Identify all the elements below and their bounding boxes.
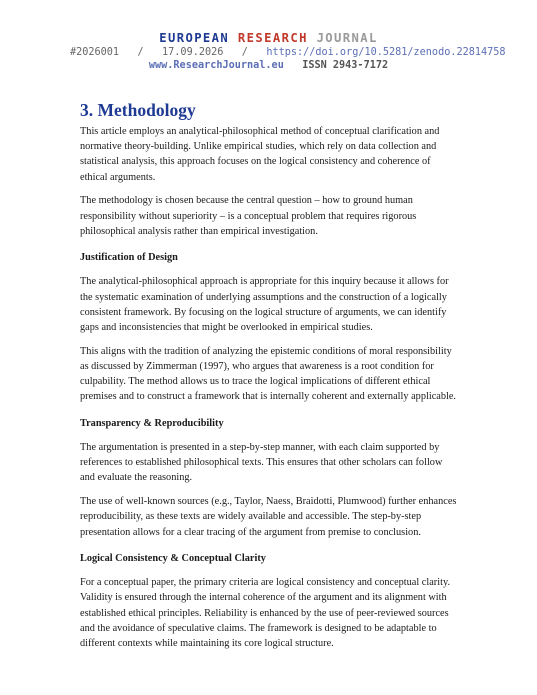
journal-title-word-3: JOURNAL (316, 31, 378, 45)
section-title: 3. Methodology (80, 100, 196, 120)
subsection-title-justification: Justification of Design (80, 251, 178, 263)
separator: / (241, 47, 248, 58)
intro-paragraph-1: This article employs an analytical-philosophical method of conceptual clarification and normative theory-building. Unlike empirical studies, which rely on data collection and statistical analysis, this approach focuses on the logical consistency and coherence of ethical arguments. (80, 126, 440, 183)
journal-title-word-2: RESEARCH (237, 31, 308, 45)
journal-title (70, 31, 467, 45)
transparency-paragraph-1: The argumentation is presented in a step-by-step manner, with each claim supported by references to established philosophical texts. This ensures that other scholars can follow and evaluate the reasoning. (80, 442, 443, 484)
intro-paragraph-2: The methodology is chosen because the central question – how to ground human responsibility without superiority – is a conceptual problem that requires rigorous philosophical analysis rather than empirical investigation. (80, 195, 417, 237)
separator: / (137, 47, 144, 58)
justification-paragraph-2: This aligns with the tradition of analyzing the epistemic conditions of moral responsibility as discussed by Zimmerman (1997), who argues that awareness is a root condition for culpability. The method allows us to trace the logical implications of different ethical premises and to construct a framework that is internally coherent and externally applicable. (80, 345, 456, 403)
journal-header (70, 0, 506, 72)
transparency-paragraph-2: The use of well-known sources (e.g., Taylor, Naess, Braidotti, Plumwood) further enhances reproducibility, as these texts are widely available and accessible. The step-by-step presentation allows for a clear tracing of the argument from premise to conclusion. (80, 496, 457, 538)
issue-meta-line (70, 46, 506, 59)
website-link[interactable]: www.ResearchJournal.eu (148, 60, 284, 71)
justification-paragraph-1: The analytical-philosophical approach is appropriate for this inquiry because it allows for the systematic examination of underlying assumptions and the construction of a logically consistent framework. By focusing on the logical structure of arguments, we can identify gaps and inconsistencies that might be overlooked in empirical studies. (80, 276, 449, 334)
subsection-title-transparency: Transparency & Reproducibility (80, 417, 224, 429)
doi-link[interactable]: https://doi.org/10.5281/zenodo.22814758 (266, 47, 506, 58)
website-line (70, 59, 467, 72)
consistency-paragraph-1: For a conceptual paper, the primary criteria are logical consistency and conceptual clarity. Validity is ensured through the internal coherence of the argument and its alignment with established ethical principles. Reliability is enhanced by the use of peer-reviewed sources and the avoidance of speculative claims. The framework is designed to be adaptable to different contexts while maintaining its core logical structure. (80, 577, 451, 650)
subsection-title-consistency: Logical Consistency & Conceptual Clarity (80, 552, 266, 564)
issn: ISSN 2943-7172 (302, 60, 389, 71)
issue-date: 17.09.2026 (162, 47, 224, 58)
issue-number: #2026001 (70, 47, 120, 58)
journal-title-word-1: EUROPEAN (159, 31, 230, 45)
